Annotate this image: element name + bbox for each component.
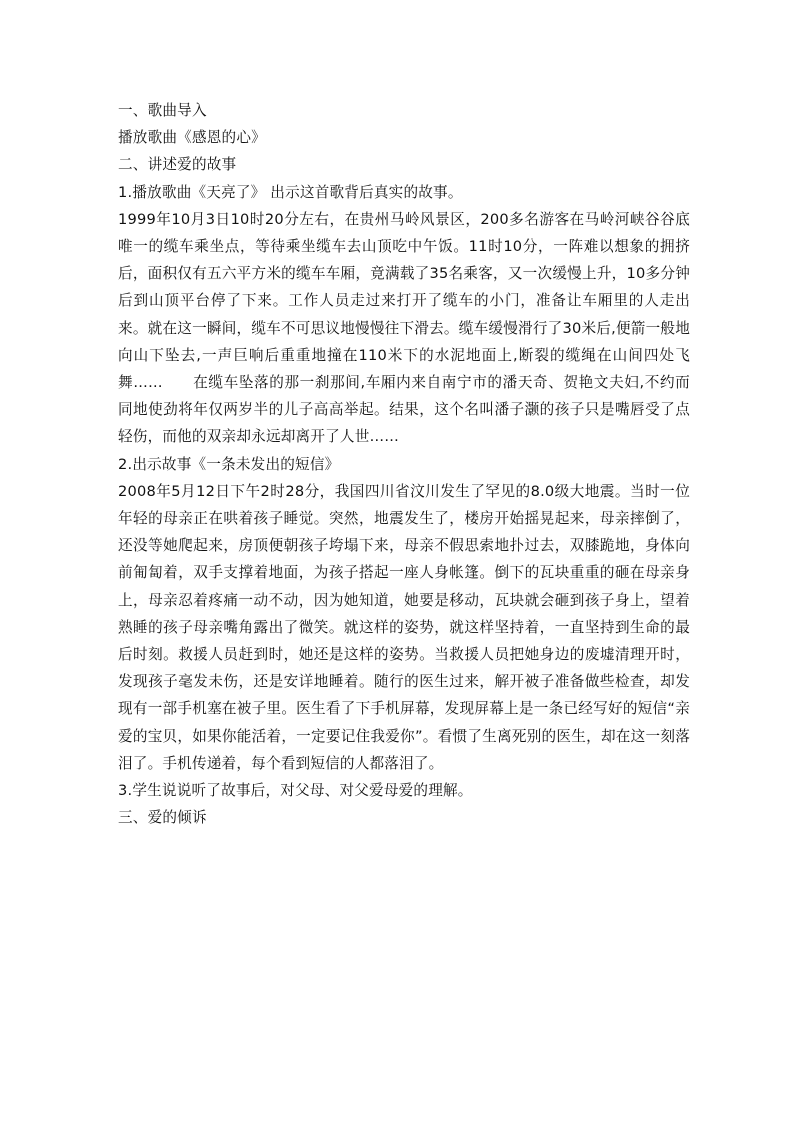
document-body [118, 97, 690, 831]
section-heading-3: 三、爱的倾诉 [118, 809, 207, 827]
story-1-part-1: 1999年10月3日10时20分左右，在贵州马岭风景区，200多名游客在马岭河峡谷谷底唯一的缆车乘坐点，等待乘坐缆车去山顶吃中午饭。11时10分，一阵难以想象的拥挤后，面积仅有五六平方米的缆车车厢，竟满载了35名乘客，又一次缓慢上升，10多分钟后到山顶平台停了下来。工作人员走过来打开了缆车的小门，准备让车厢里的人走出来。就在这一瞬间，缆车不可思议地慢慢往下滑去。缆车缓慢滑行了30米后,便箭一般地向山下坠去,一声巨响后重重地撞在110米下的水泥地面上,断裂的缆绳在山间四处飞舞…… [118, 210, 690, 392]
story-1-part-2: 在缆车坠落的那一刹那间,车厢内来自南宁市的潘天奇、贺艳文夫妇,不约而同地使劲将年仅两岁半的儿子高高举起。结果，这个名叫潘子灏的孩子只是嘴唇受了点轻伤，而他的双亲却永远却离开了人世…… [118, 374, 690, 446]
story-1-paragraph [118, 206, 690, 451]
story-2-paragraph: 2008年5月12日下午2时28分，我国四川省汶川发生了罕见的8.0级大地震。当时一位年轻的母亲正在哄着孩子睡觉。突然，地震发生了，楼房开始摇晃起来，母亲摔倒了，还没等她爬起来，房顶便朝孩子垮塌下来，母亲不假思索地扑过去，双膝跪地，身体向前匍匐着，双手支撑着地面，为孩子搭起一座人身帐篷。倒下的瓦块重重的砸在母亲身上，母亲忍着疼痛一动不动，因为她知道，她要是移动，瓦块就会砸到孩子身上，望着熟睡的孩子母亲嘴角露出了微笑。就这样的姿势，就这样坚持着，一直坚持到生命的最后时刻。救援人员赶到时，她还是这样的姿势。当救援人员把她身边的废墟清理开时，发现孩子毫发未伤，还是安详地睡着。随行的医生过来，解开被子准备做些检查，却发现有一部手机塞在被子里。医生看了下手机屏幕，发现屏幕上是一条已经写好的短信“亲爱的宝贝，如果你能活着，一定要记住我爱你”。看惯了生离死别的医生，却在这一刻落泪了。手机传递着，每个看到短信的人都落泪了。 [118, 482, 690, 772]
item-1-heading: 1.播放歌曲《天亮了》 出示这首歌背后真实的故事。 [118, 183, 463, 201]
item-3-heading: 3.学生说说听了故事后，对父母、对父爱母爱的理解。 [118, 782, 473, 800]
section-1-text: 播放歌曲《感恩的心》 [118, 129, 266, 147]
item-2-heading: 2.出示故事《一条未发出的短信》 [118, 455, 340, 473]
section-heading-1: 一、歌曲导入 [118, 102, 207, 119]
section-heading-2: 二、讲述爱的故事 [118, 156, 237, 174]
